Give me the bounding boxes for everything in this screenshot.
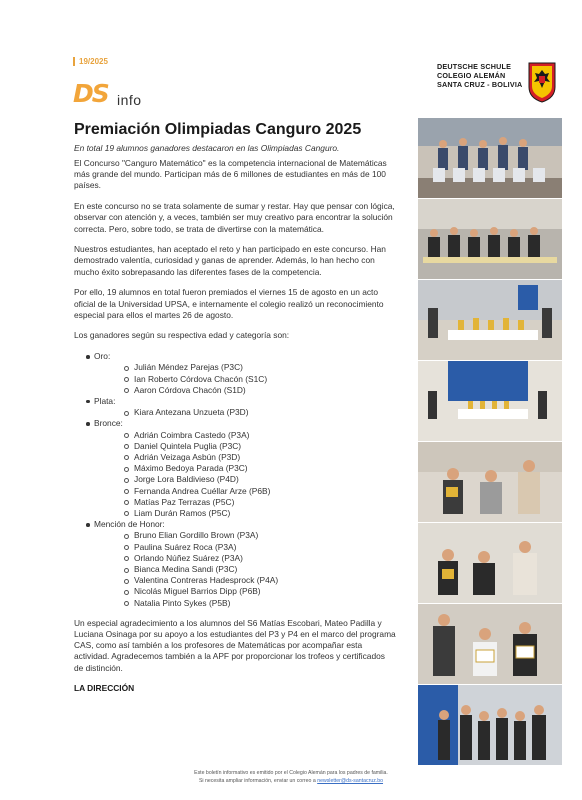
school-crest-icon (527, 61, 557, 103)
names-list (94, 362, 396, 396)
school-name (437, 62, 522, 89)
paragraph: En este concurso no se trata solamente de sumar y restar. Hay que pensar con lógica, observar con atención y, a veces, también ser muy creativo para encontrar la solución correcta. Pero, sobre todo, se trata de divertirse con la matemática. (74, 201, 395, 234)
winner-name: Adrián Coimbra Castedo (P3A) (94, 430, 396, 441)
winner-name: Bruno Elian Gordillo Brown (P3A) (94, 530, 396, 541)
winners-list (74, 351, 396, 609)
newsletter-email-link[interactable]: newsletter@ds-santacruz.bo (317, 777, 384, 784)
article-subtitle: En total 19 alumnos ganadores destacaron en las Olimpiadas Canguro. (74, 143, 340, 153)
winner-name: Paulina Suárez Roca (P3A) (94, 542, 396, 553)
category-label: Oro: (94, 351, 111, 362)
winner-name: Aaron Córdova Chacón (S1D) (94, 385, 396, 396)
school-name-line: COLEGIO ALEMÁN (437, 71, 506, 80)
photo-award-pair (418, 442, 562, 522)
names-list (94, 407, 396, 418)
paragraph: Nuestros estudiantes, han aceptado el reto y han participado en este concurso. Han demostrado valentía, curiosidad y ganas de aprender. Además, lo han hecho con mucho éxito sobrepasando las diferentes fases de la competencia. (74, 244, 386, 277)
article-body (74, 158, 396, 704)
paragraph: Por ello, 19 alumnos en total fueron premiados el viernes 15 de agosto en un acto oficial de la Universidad UPSA, e internamente el colegio realizó un reconocimiento especial para ellos el martes 26 de agosto. (74, 287, 384, 320)
photo-group-teachers (418, 685, 562, 765)
winner-name: Liam Durán Ramos (P5C) (94, 508, 396, 519)
school-name-line: DEUTSCHE SCHULE (437, 62, 512, 71)
winner-name: Julián Méndez Parejas (P3C) (94, 362, 396, 373)
category-label: Plata: (94, 395, 116, 406)
paragraph: El Concurso "Canguro Matemático" es la competencia internacional de Matemáticas más grande del mundo. Participan más de 6 millones de estudiantes en más de 100 países. (74, 158, 387, 191)
photo-group-students (418, 118, 562, 198)
issue-number: 19/2025 (73, 57, 108, 66)
thanks-paragraph: Un especial agradecimiento a los alumnos del S6 Matías Escobari, Mateo Padilla y Luciana Osinaga por su apoyo a los estudiantes del P3 y P4 en el marco del programa CAS, como así también a los profesores de Matemáticas por acompañar esta actividad. Agradecemos también a la APF por proporcionar los trofeos y certificados de distinción. (74, 617, 396, 673)
category-gold (74, 351, 396, 396)
winner-name: Orlando Núñez Suárez (P3A) (94, 553, 396, 564)
photo-students-row (418, 361, 562, 441)
names-list (94, 430, 396, 520)
ds-info-logo (73, 79, 153, 110)
photo-certificates (418, 604, 562, 684)
paragraph: Los ganadores según su respectiva edad y categoría son: (74, 330, 290, 341)
logo-mark: DS (73, 79, 108, 108)
signature: LA DIRECCIÓN (74, 683, 135, 694)
winner-name: Adrián Veizaga Asbún (P3D) (94, 452, 396, 463)
article-title: Premiación Olimpiadas Canguro 2025 (74, 121, 362, 138)
names-list (94, 530, 396, 608)
category-silver (74, 396, 396, 418)
winner-name: Valentina Contreras Hadesprock (P4A) (94, 575, 396, 586)
winner-name: Jorge Lora Baldivieso (P4D) (94, 474, 396, 485)
winner-name: Matías Paz Terrazas (P5C) (94, 497, 396, 508)
footer-line: Este boletín informativo es emitido por el Colegio Alemán para los padres de familia. (194, 770, 388, 776)
winner-name: Nicolás Miguel Barrios Dipp (P6B) (94, 586, 396, 597)
winner-name: Natalia Pinto Sykes (P5B) (94, 598, 396, 609)
photo-auditorium (418, 199, 562, 279)
winner-name: Kiara Antezana Unzueta (P3D) (94, 407, 396, 418)
winner-name: Fernanda Andrea Cuéllar Arze (P6B) (94, 486, 396, 497)
footer (0, 770, 582, 785)
footer-line (0, 778, 582, 786)
photo-column (418, 118, 562, 766)
winner-name: Bianca Medina Sandi (P3C) (94, 564, 396, 575)
winner-name: Daniel Quintela Puglia (P3C) (94, 441, 396, 452)
school-name-line: SANTA CRUZ - BOLIVIA (437, 80, 523, 89)
photo-trophy-table (418, 280, 562, 360)
photo-award-trio (418, 523, 562, 603)
category-honorable-mention (74, 519, 396, 609)
logo-word: info (117, 92, 142, 108)
category-bronze (74, 418, 396, 519)
category-label: Bronce: (94, 418, 123, 429)
winner-name: Máximo Bedoya Parada (P3C) (94, 463, 396, 474)
category-label: Mención de Honor: (94, 519, 165, 530)
winner-name: Ian Roberto Córdova Chacón (S1C) (94, 374, 396, 385)
footer-contact-text: Si necesita ampliar información, enviar un correo a (198, 777, 318, 784)
